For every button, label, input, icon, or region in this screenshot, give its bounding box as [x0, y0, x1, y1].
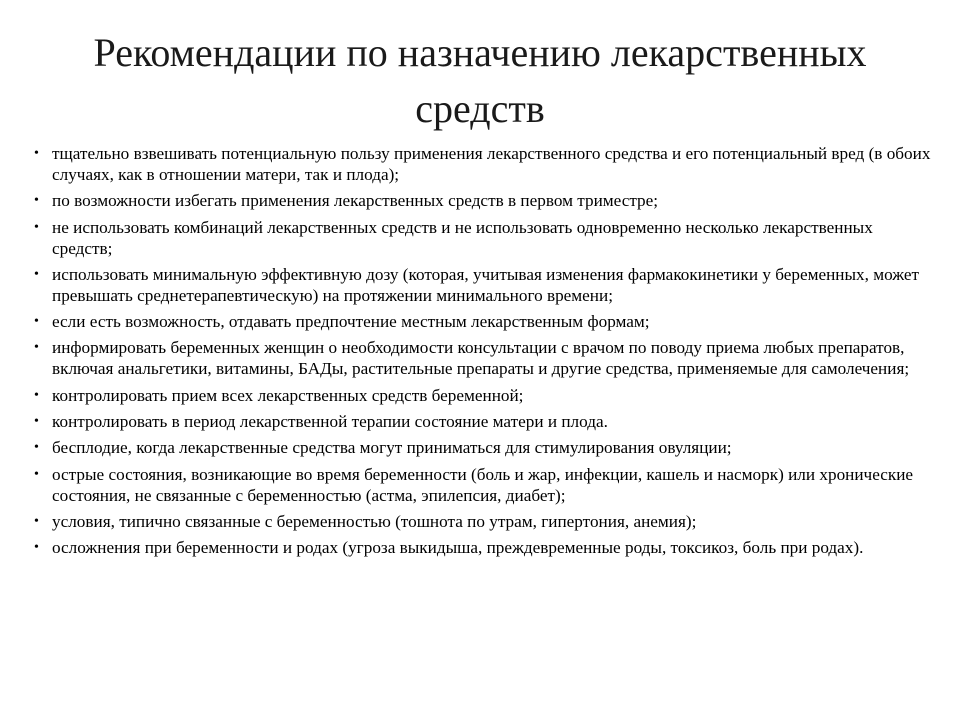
list-item — [34, 311, 934, 332]
list-item-text: осложнения при беременности и родах (угроза выкидыша, преждевременные роды, токсикоз, боль при родах). — [52, 538, 864, 558]
list-item — [34, 464, 934, 506]
bullet-icon: • — [34, 219, 39, 235]
bullet-icon: • — [34, 387, 39, 403]
bullet-icon: • — [34, 414, 39, 430]
bullet-icon: • — [34, 266, 39, 282]
list-item — [34, 537, 934, 558]
list-item-text: информировать беременных женщин о необходимости консультации с врачом по поводу приема любых препаратов, включая анальгетики, витамины, БАДы, растительные препараты и другие средства, применяемые для самолечения; — [52, 338, 910, 379]
list-item-text: бесплодие, когда лекарственные средства могут приниматься для стимулирования овуляции; — [52, 438, 732, 458]
list-item-text: контролировать прием всех лекарственных средств беременной; — [52, 385, 524, 405]
bullet-icon: • — [34, 466, 39, 482]
list-item — [34, 337, 934, 379]
list-item-text: не использовать комбинаций лекарственных средств и не использовать одновременно несколько лекарственных средств; — [52, 217, 873, 258]
list-item-text: контролировать в период лекарственной терапии состояние матери и плода. — [52, 412, 608, 432]
list-item-text: если есть возможность, отдавать предпочтение местным лекарственным формам; — [52, 312, 650, 332]
list-item — [34, 437, 934, 458]
list-item — [34, 217, 934, 259]
bullet-icon: • — [34, 440, 39, 456]
list-item — [34, 511, 934, 532]
list-item-text: по возможности избегать применения лекарственных средств в первом триместре; — [52, 191, 659, 211]
list-item — [34, 190, 934, 211]
list-item — [34, 143, 934, 185]
list-item-text: условия, типично связанные с беременностью (тошнота по утрам, гипертония, анемия); — [52, 511, 697, 531]
bullet-icon: • — [34, 513, 39, 529]
bullet-icon: • — [34, 193, 39, 209]
list-item-text: острые состояния, возникающие во время беременности (боль и жар, инфекции, кашель и насморк) или хронические состояния, не связанные с беременностью (астма, эпилепсия, диабет); — [52, 464, 914, 505]
bullet-icon: • — [34, 314, 39, 330]
slide-title: Рекомендации по назначению лекарственных средств — [93, 30, 867, 131]
list-item — [34, 385, 934, 406]
bullet-list — [34, 143, 934, 564]
list-item — [34, 264, 934, 306]
bullet-icon: • — [34, 146, 39, 161]
list-item — [34, 411, 934, 432]
list-item-text: использовать минимальную эффективную дозу (которая, учитывая изменения фармакокинетики у беременных, может превышать среднетерапевтическую) на протяжении минимального времени; — [52, 264, 920, 305]
bullet-icon: • — [34, 340, 39, 356]
list-item-text: тщательно взвешивать потенциальную пользу применения лекарственного средства и его потенциальный вред (в обоих случаях, как в отношении матери, так и плода); — [52, 144, 931, 184]
bullet-icon: • — [34, 540, 39, 556]
